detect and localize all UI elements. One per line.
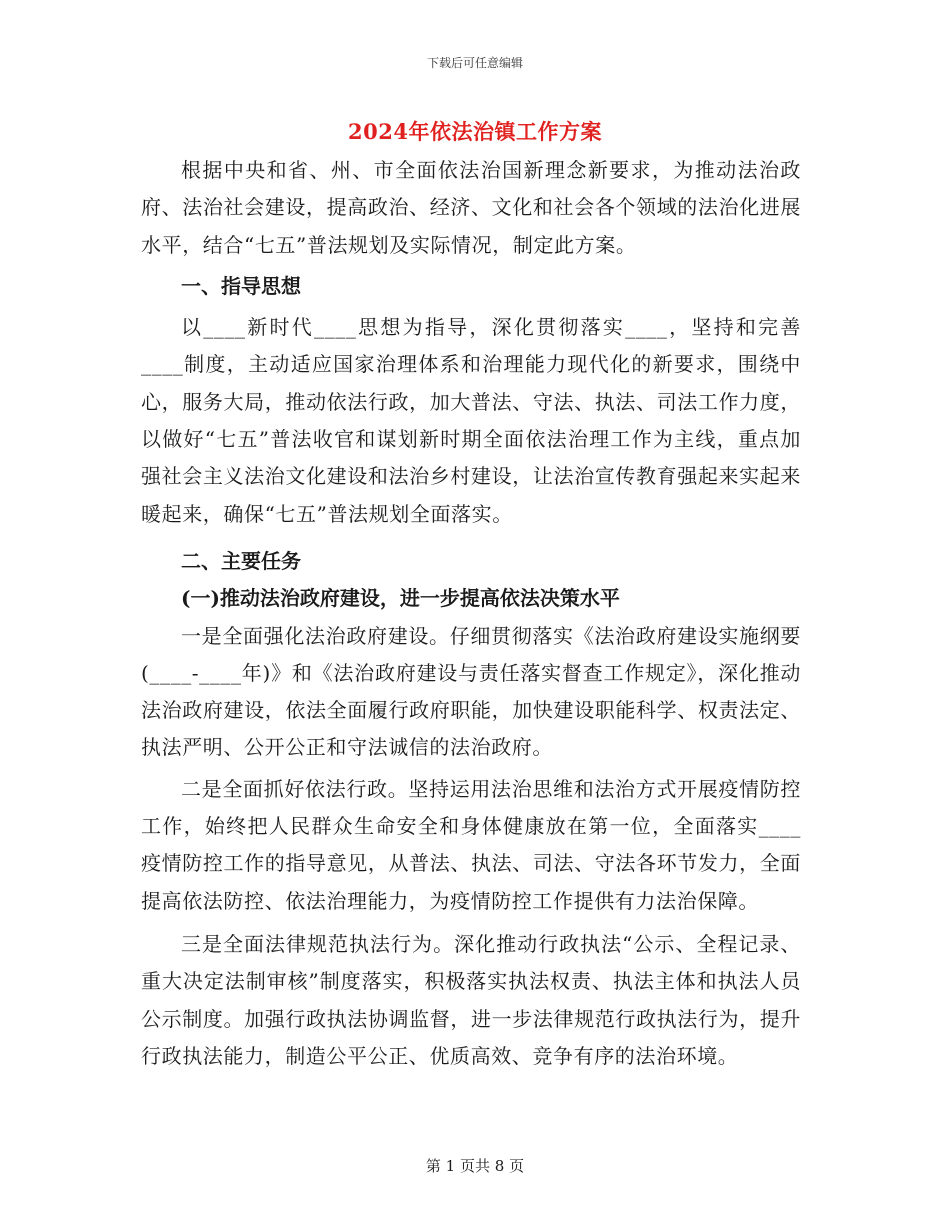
- document-title: 2024年依法治镇工作方案: [348, 119, 602, 144]
- header-note: 下载后可任意编辑: [426, 56, 523, 70]
- document-body: [141, 152, 801, 1075]
- section-heading-main-tasks: 二、主要任务: [181, 548, 301, 573]
- task-paragraph-1: 一是全面强化法治政府建设。仔细贯彻落实《法治政府建设实施纲要(____-____年)》和《法治政府建设与责任落实督查工作规定》，深化推动法治政府建设，依法全面履行政府职能，加快建设职能科学、权责法定、执法严明、公开公正和守法诚信的法治政府。: [141, 623, 801, 760]
- guiding-ideology-paragraph: 以____新时代____思想为指导，深化贯彻落实____，坚持和完善____制度，主动适应国家治理体系和治理能力现代化的新要求，围绕中心，服务大局，推动依法行政，加大普法、守法、执法、司法工作力度，以做好“七五”普法收官和谋划新时期全面依法治理工作为主线，重点加强社会主义法治文化建设和法治乡村建设，让法治宣传教育强起来实起来暖起来，确保“七五”普法规划全面落实。: [141, 315, 801, 526]
- section-heading-guiding-ideology: 一、指导思想: [181, 273, 301, 298]
- intro-paragraph: 根据中央和省、州、市全面依法治国新理念新要求，为推动法治政府、法治社会建设，提高政治、经济、文化和社会各个领域的法治化进展水平，结合“七五”普法规划及实际情况，制定此方案。: [141, 158, 801, 257]
- task-paragraph-2: 二是全面抓好依法行政。坚持运用法治思维和法治方式开展疫情防控工作，始终把人民群众生命安全和身体健康放在第一位，全面落实____疫情防控工作的指导意见，从普法、执法、司法、守法各环节发力，全面提高依法防控、依法治理能力，为疫情防控工作提供有力法治保障。: [141, 776, 801, 913]
- page-footer: 第 1 页共 8 页: [425, 1157, 525, 1175]
- subsection-heading-rule-of-law-government: (一)推动法治政府建设，进一步提高依法决策水平: [181, 586, 620, 611]
- task-paragraph-3: 三是全面法律规范执法行为。深化推动行政执法“公示、全程记录、重大决定法制审核”制度落实，积极落实执法权责、执法主体和执法人员公示制度。加强行政执法协调监督，进一步法律规范行政执法行为，提升行政执法能力，制造公平公正、优质高效、竞争有序的法治环境。: [141, 931, 801, 1068]
